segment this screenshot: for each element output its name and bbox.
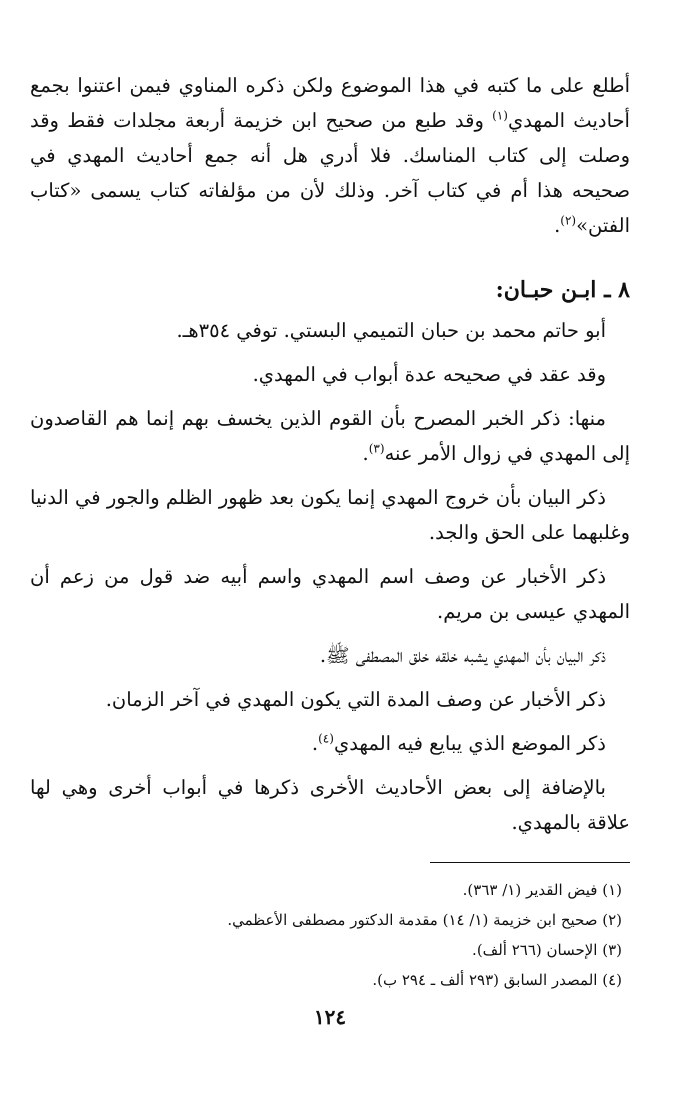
intro-text-2: وقد طبع من صحيح ابن خزيمة أربعة مجلدات فقط وقد وصلت إلى كتاب المناسك. فلا أدري هل أنه جمع أحاديث المهدي في صحيحه هذا أم في كتاب آخر. وذلك لأن من مؤلفاته كتاب يسمى «كتاب الفتن» bbox=[30, 109, 630, 237]
bio-paragraph: أبو حاتم محمد بن حبان التميمي البستي. توفي ٣٥٤هـ. bbox=[176, 319, 606, 342]
intro-period: . bbox=[554, 214, 561, 237]
chapter-item-6 bbox=[30, 726, 630, 761]
chapters-paragraph: وقد عقد في صحيحه عدة أبواب في المهدي. bbox=[252, 363, 606, 386]
footnote-1: (١) فيض القدير (١/ ٣٦٣). bbox=[462, 881, 622, 899]
chapter-item-5: ذكر الأخبار عن وصف المدة التي يكون المهدي في آخر الزمان. bbox=[105, 688, 606, 711]
chapter-item-1-text: منها: ذكر الخبر المصرح بأن القوم الذين يخسف بهم إنما هم القاصدون إلى المهدي في زوال الأمر عنه bbox=[30, 407, 630, 465]
chapter-item-2: ذكر البيان بأن خروج المهدي إنما يكون بعد ظهور الظلم والجور في الدنيا وغلبهما على الحق والجد. bbox=[30, 486, 630, 544]
footnote-4: (٤) المصدر السابق (٢٩٣ ألف ـ ٢٩٤ ب). bbox=[372, 971, 622, 989]
footnote-3: (٣) الإحسان (٢٦٦ ألف). bbox=[472, 941, 622, 959]
page-number: ١٢٤ bbox=[313, 1005, 347, 1029]
item6-period: . bbox=[311, 732, 319, 755]
footnote-ref-2[interactable]: (٢) bbox=[560, 213, 577, 228]
chapter-item-4: ذكر البيان بأن المهدي يشبه خلقه خلق المصطفى ﷺ. bbox=[319, 644, 606, 667]
footnote-2: (٢) صحيح ابن خزيمة (١/ ١٤) مقدمة الدكتور مصطفى الأعظمي. bbox=[227, 911, 622, 929]
item1-period: . bbox=[362, 442, 369, 465]
chapter-item-1 bbox=[30, 401, 630, 471]
footnote-ref-4[interactable]: (٤) bbox=[318, 731, 334, 746]
footnote-ref-1[interactable]: (١) bbox=[492, 108, 508, 123]
chapter-item-3: ذكر الأخبار عن وصف اسم المهدي واسم أبيه ضد قول من زعم أن المهدي عيسى بن مريم. bbox=[30, 565, 630, 623]
footnote-ref-3[interactable]: (٣) bbox=[368, 441, 385, 456]
chapter-item-6-text: ذكر الموضع الذي يبايع فيه المهدي bbox=[333, 732, 606, 755]
intro-text-1: أطلع على ما كتبه في هذا الموضوع ولكن ذكره المناوي فيمن اعتنوا بجمع أحاديث المهدي bbox=[30, 74, 630, 132]
chapter-item-7: بالإضافة إلى بعض الأحاديث الأخرى ذكرها في أبواب أخرى وهي لها علاقة بالمهدي. bbox=[30, 776, 630, 834]
section-heading: ٨ ـ ابـن حبـان: bbox=[495, 277, 630, 303]
footnote-divider bbox=[430, 862, 630, 863]
intro-paragraph bbox=[30, 68, 630, 243]
page-body bbox=[30, 68, 630, 1078]
